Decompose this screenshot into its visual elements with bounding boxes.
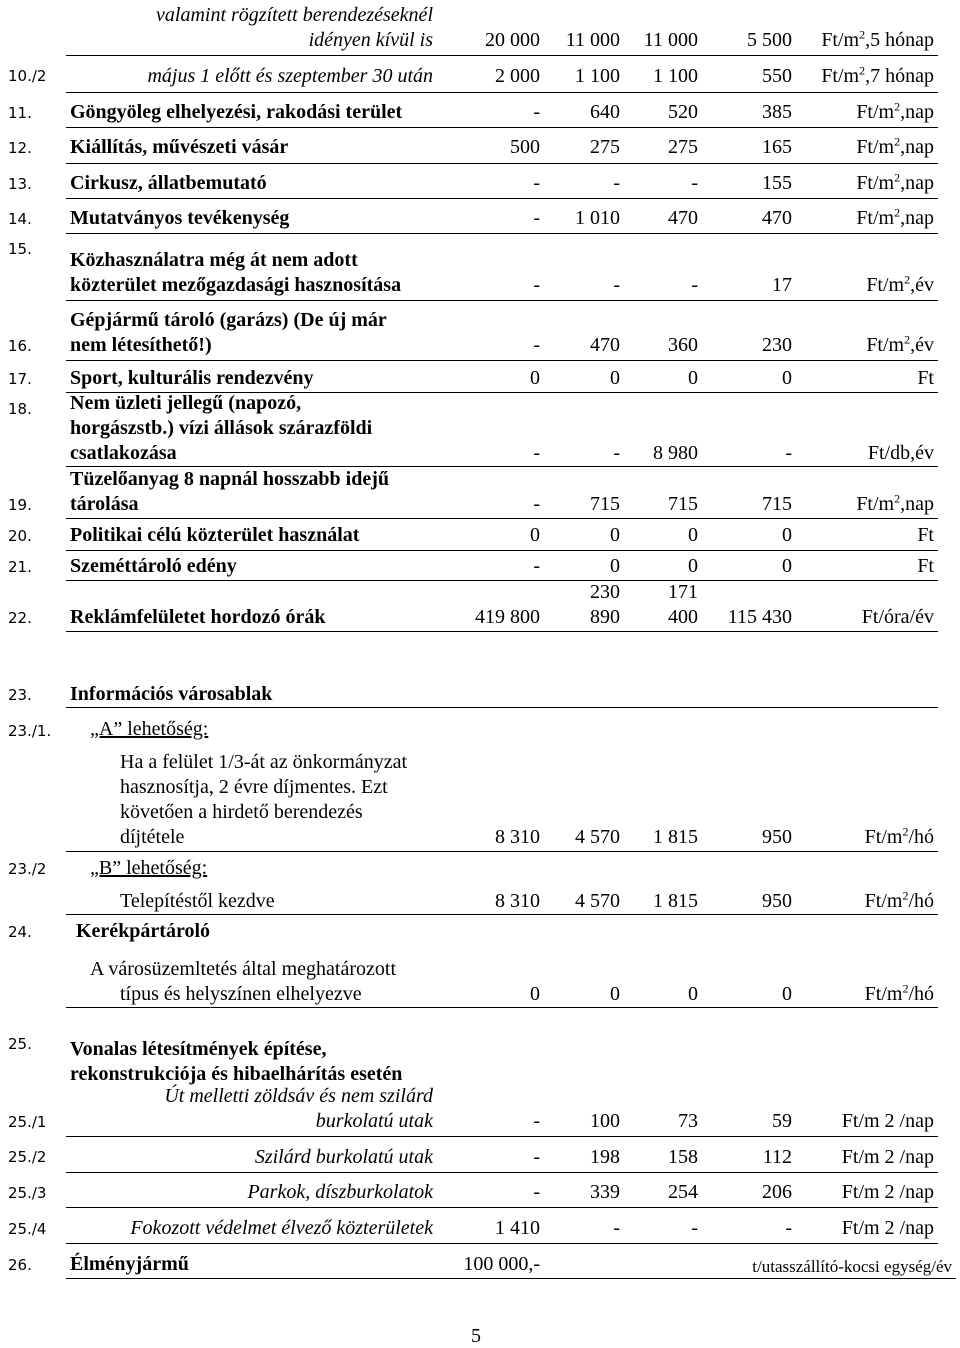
unit-cell: $Ft/m^2,év$ [866, 272, 934, 296]
row-number: 13. [8, 175, 32, 193]
unit-cell: $Ft/m^2,nap$ [856, 134, 934, 158]
value-cell: 73 [678, 1110, 698, 1132]
row-number: 23. [8, 686, 32, 704]
unit-cell: $Ft/m^2,nap$ [856, 491, 934, 515]
unit-cell: $Ft/m^2,7$ hónap [821, 63, 934, 87]
value-cell: 165 [762, 136, 792, 158]
unit-cell: $Ft/m^2/hó$ [864, 981, 934, 1005]
row-label: Fokozott védelmet élvező közterületek [130, 1217, 433, 1239]
row-divider [66, 550, 938, 551]
value-cell: 0 [610, 367, 620, 389]
value-cell: 339 [590, 1181, 620, 1203]
value-cell: 17 [772, 274, 792, 296]
row-label: Információs városablak [70, 683, 273, 705]
unit-cell: Ft/m 2 /nap [841, 1146, 934, 1168]
row-number: 25. [8, 1035, 32, 1053]
row-label: Gépjármű tároló (garázs) (De új már nem létesíthető!) [70, 309, 387, 356]
row-label: Tüzelőanyag 8 napnál hosszabb idejű tárolása [70, 468, 389, 515]
row-divider [66, 1172, 938, 1173]
row-divider [66, 851, 938, 852]
value-cell: 0 [782, 555, 792, 577]
row-number: 23./1. [8, 722, 52, 740]
row-divider [66, 55, 938, 56]
row-label: típus és helyszínen elhelyezve [120, 983, 362, 1005]
unit-cell: Ft [917, 555, 934, 577]
value-cell: - [533, 274, 540, 296]
value-cell: 4 570 [575, 890, 620, 912]
value-cell: 1 010 [575, 207, 620, 229]
row-number: 12. [8, 139, 32, 157]
value-cell: 254 [668, 1181, 698, 1203]
value-cell: 520 [668, 101, 698, 123]
value-cell: - [533, 101, 540, 123]
page-number: 5 [471, 1325, 481, 1347]
value-cell: 171 400 [668, 581, 698, 628]
value-cell: 0 [688, 367, 698, 389]
row-divider [66, 707, 938, 708]
row-number: 11. [8, 104, 32, 122]
unit-cell: $Ft/m^2/hó$ [864, 888, 934, 912]
unit-cell: t/utasszállító-kocsi egység/év [752, 1257, 952, 1276]
row-number: 22. [8, 609, 32, 627]
row-number: 25./4 [8, 1220, 47, 1238]
row-number: 18. [8, 400, 32, 418]
value-cell: - [613, 442, 620, 464]
row-label: Sport, kulturális rendezvény [70, 367, 314, 389]
value-cell: 275 [668, 136, 698, 158]
value-cell: 59 [772, 1110, 792, 1132]
value-cell: 11 000 [643, 29, 698, 51]
value-cell: 11 000 [565, 29, 620, 51]
row-divider [66, 198, 938, 199]
value-cell: - [533, 207, 540, 229]
value-cell: 8 310 [495, 890, 540, 912]
value-cell: 155 [762, 172, 792, 194]
value-cell: 2 000 [495, 65, 540, 87]
value-cell: 0 [688, 555, 698, 577]
row-number: 25./1 [8, 1113, 47, 1131]
row-number: 20. [8, 527, 32, 545]
value-cell: 8 310 [495, 826, 540, 848]
row-divider [66, 1243, 938, 1244]
value-cell: 0 [688, 524, 698, 546]
unit-cell: Ft/db,év [867, 442, 934, 464]
value-cell: - [533, 1181, 540, 1203]
row-label: Kerékpártároló [76, 920, 211, 942]
row-label: Út melletti zöldsáv és nem szilárd burkolatú utak [164, 1085, 433, 1132]
row-divider [66, 92, 938, 93]
value-cell: 100 000,- [463, 1253, 540, 1275]
value-cell: 4 570 [575, 826, 620, 848]
row-divider [66, 163, 938, 164]
value-cell: 8 980 [653, 442, 698, 464]
row-label: Politikai célú közterület használat [70, 524, 360, 546]
value-cell: 206 [762, 1181, 792, 1203]
value-cell: 715 [668, 493, 698, 515]
row-label: A városüzemltetés által meghatározott [90, 958, 396, 980]
row-label: Mutatványos tevékenység [70, 207, 290, 229]
row-divider [66, 300, 938, 301]
value-cell: 500 [510, 136, 540, 158]
value-cell: - [533, 334, 540, 356]
value-cell: 470 [668, 207, 698, 229]
value-cell: 0 [610, 983, 620, 1005]
value-cell: 0 [782, 983, 792, 1005]
value-cell: 0 [688, 983, 698, 1005]
value-cell: 0 [782, 367, 792, 389]
value-cell: - [533, 172, 540, 194]
value-cell: 1 815 [653, 890, 698, 912]
row-label: Cirkusz, állatbemutató [70, 172, 267, 194]
unit-cell: Ft/m 2 /nap [841, 1110, 934, 1132]
unit-cell: $Ft/m^2,nap$ [856, 99, 934, 123]
value-cell: - [613, 1217, 620, 1239]
unit-cell: $Ft/m^2/hó$ [864, 824, 934, 848]
row-number: 25./3 [8, 1184, 47, 1202]
value-cell: - [785, 442, 792, 464]
row-label: valamint rögzített berendezéseknél idényen kívül is [156, 4, 433, 51]
value-cell: - [613, 172, 620, 194]
value-cell: 0 [610, 524, 620, 546]
row-label: Ha a felület 1/3-át az önkormányzat hasznosítja, 2 évre díjmentes. Ezt követően a hirdető berendezés díjtétele [120, 751, 408, 848]
value-cell: - [691, 172, 698, 194]
value-cell: 385 [762, 101, 792, 123]
unit-cell: $Ft/m^2,nap$ [856, 170, 934, 194]
row-label: Közhasználatra még át nem adott közterület mezőgazdasági hasznosítása [70, 249, 402, 296]
value-cell: 158 [668, 1146, 698, 1168]
value-cell: 100 [590, 1110, 620, 1132]
value-cell: 419 800 [475, 606, 540, 628]
value-cell: 0 [530, 983, 540, 1005]
option-label: „A” lehetőség: [90, 718, 209, 740]
value-cell: 950 [762, 826, 792, 848]
unit-cell: Ft/óra/év [861, 606, 934, 628]
unit-cell: $Ft/m^2,év$ [866, 332, 934, 356]
value-cell: - [533, 1110, 540, 1132]
row-label: Göngyöleg elhelyezési, rakodási terület [70, 101, 403, 123]
value-cell: 470 [762, 207, 792, 229]
row-divider [66, 518, 938, 519]
value-cell: 5 500 [747, 29, 792, 51]
row-label: Szeméttároló edény [70, 555, 237, 577]
value-cell: 112 [762, 1146, 792, 1168]
unit-cell: $Ft/m^2,5$ hónap [821, 27, 934, 51]
row-number: 19. [8, 496, 32, 514]
value-cell: - [691, 1217, 698, 1239]
row-label: Vonalas létesítmények építése, rekonstrukciója és hibaelhárítás esetén [70, 1038, 403, 1085]
row-divider [66, 1207, 938, 1208]
row-number: 24. [8, 923, 32, 941]
value-cell: - [533, 442, 540, 464]
row-number: 21. [8, 558, 32, 576]
value-cell: 1 100 [653, 65, 698, 87]
row-number: 23./2 [8, 860, 47, 878]
value-cell: 1 815 [653, 826, 698, 848]
row-number: 14. [8, 210, 32, 228]
value-cell: 715 [590, 493, 620, 515]
value-cell: 470 [590, 334, 620, 356]
value-cell: 230 890 [590, 581, 620, 628]
row-label: május 1 előtt és szeptember 30 után [147, 65, 433, 87]
row-divider [66, 127, 938, 128]
value-cell: 115 430 [727, 606, 792, 628]
unit-cell: $Ft/m^2,nap$ [856, 205, 934, 229]
row-divider [66, 631, 938, 632]
row-divider [66, 1278, 956, 1279]
value-cell: 20 000 [485, 29, 540, 51]
row-divider [66, 360, 938, 361]
value-cell: - [691, 274, 698, 296]
row-divider [66, 1007, 938, 1008]
value-cell: - [533, 1146, 540, 1168]
value-cell: 1 100 [575, 65, 620, 87]
value-cell: 0 [530, 367, 540, 389]
value-cell: - [533, 493, 540, 515]
value-cell: - [533, 555, 540, 577]
unit-cell: Ft/m 2 /nap [841, 1181, 934, 1203]
row-divider [66, 914, 938, 915]
value-cell: 0 [782, 524, 792, 546]
value-cell: 715 [762, 493, 792, 515]
row-divider [66, 580, 938, 581]
unit-cell: Ft/m 2 /nap [841, 1217, 934, 1239]
row-divider [66, 1136, 938, 1137]
value-cell: 230 [762, 334, 792, 356]
value-cell: 0 [530, 524, 540, 546]
row-divider [66, 233, 938, 234]
row-number: 10./2 [8, 67, 47, 85]
row-label: Élményjármű [70, 1253, 189, 1275]
value-cell: 550 [762, 65, 792, 87]
row-number: 26. [8, 1256, 32, 1274]
unit-cell: Ft [917, 367, 934, 389]
value-cell: 640 [590, 101, 620, 123]
value-cell: - [613, 274, 620, 296]
value-cell: 1 410 [495, 1217, 540, 1239]
row-label: Kiállítás, művészeti vásár [70, 136, 289, 158]
value-cell: 198 [590, 1146, 620, 1168]
row-label: Telepítéstől kezdve [120, 890, 275, 912]
option-label: „B” lehetőség: [90, 857, 208, 879]
value-cell: 275 [590, 136, 620, 158]
row-label: Szilárd burkolatú utak [254, 1146, 433, 1168]
row-number: 15. [8, 240, 32, 258]
row-number: 17. [8, 370, 32, 388]
row-number: 16. [8, 337, 32, 355]
row-label: Reklámfelületet hordozó órák [70, 606, 326, 628]
value-cell: 360 [668, 334, 698, 356]
value-cell: 0 [610, 555, 620, 577]
value-cell: - [785, 1217, 792, 1239]
row-number: 25./2 [8, 1148, 47, 1166]
value-cell: 950 [762, 890, 792, 912]
unit-cell: Ft [917, 524, 934, 546]
row-label: Parkok, díszburkolatok [247, 1181, 433, 1203]
row-label: Nem üzleti jellegű (napozó, horgászstb.) vízi állások szárazföldi csatlakozása [70, 392, 373, 464]
